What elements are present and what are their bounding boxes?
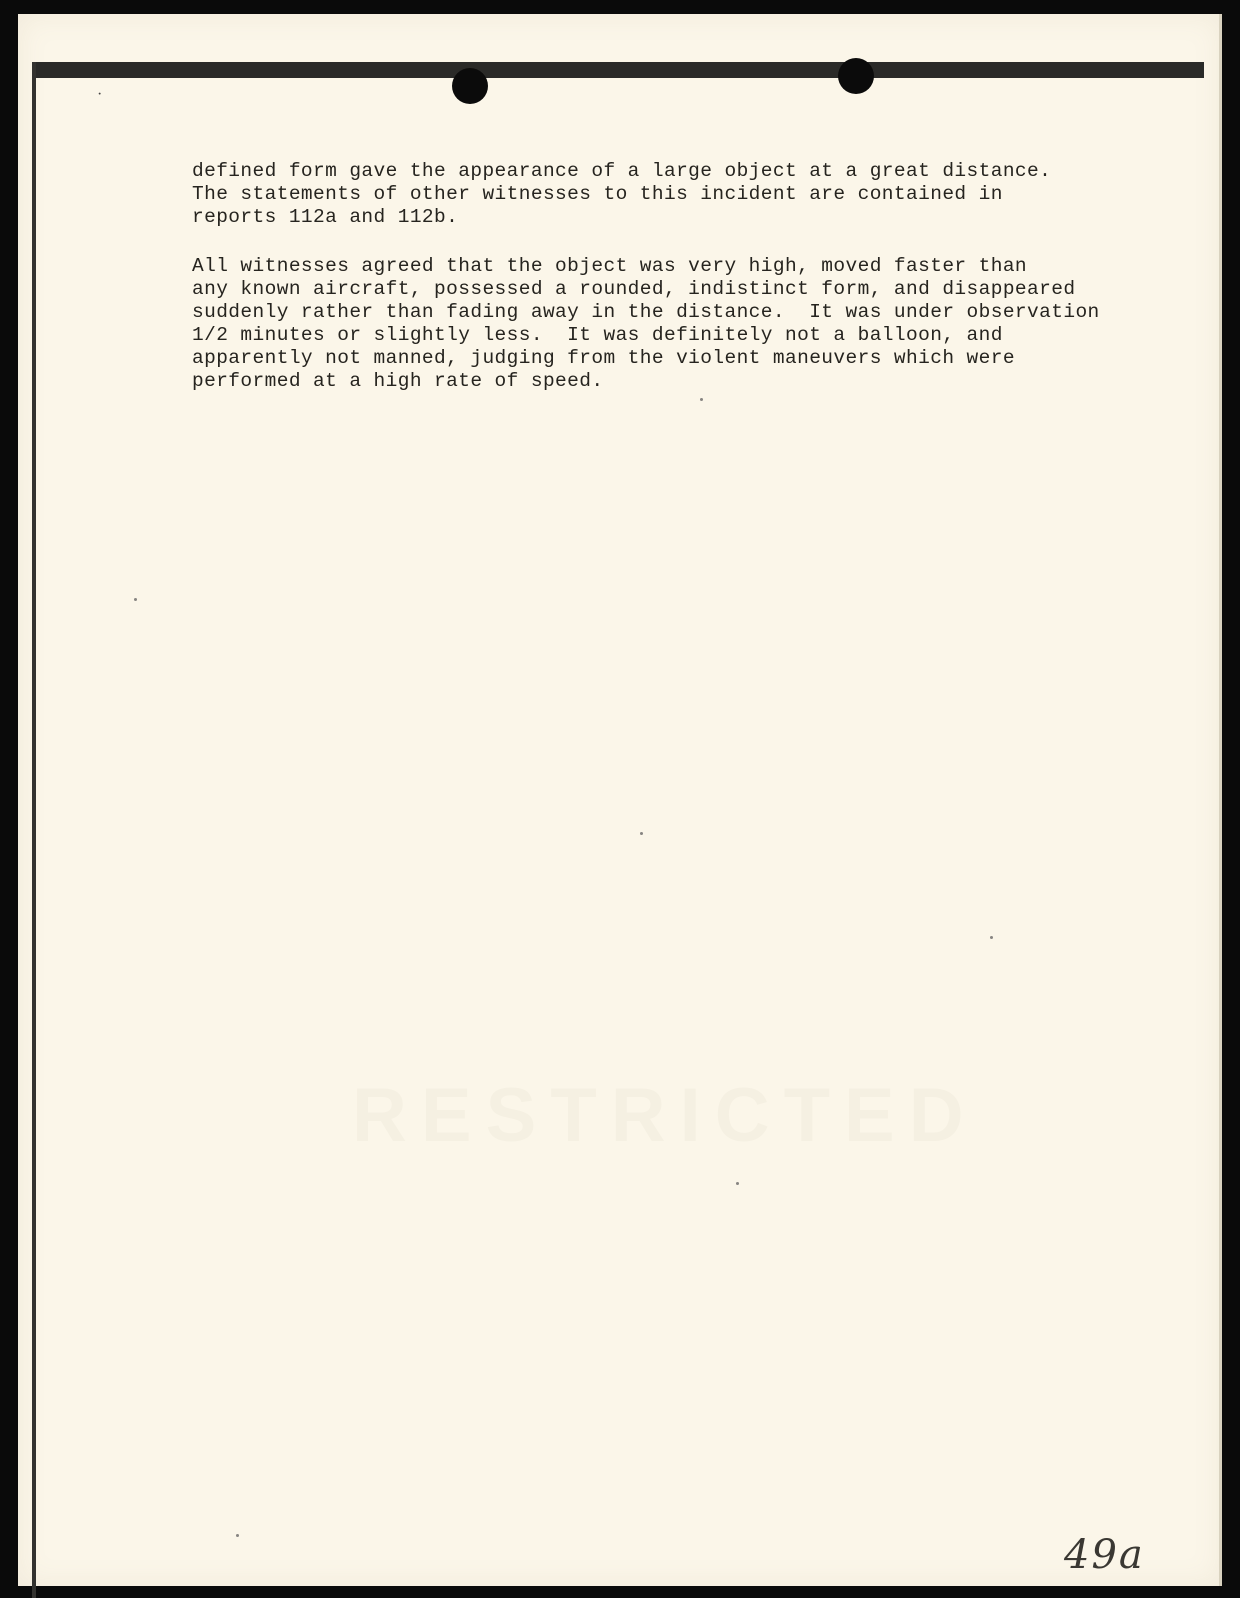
text-line: any known aircraft, possessed a rounded, indistinct form, and disappeared (192, 278, 1076, 300)
paper-speck (134, 598, 137, 601)
text-line: apparently not manned, judging from the violent maneuvers which were (192, 347, 1015, 369)
paper-speck (990, 936, 993, 939)
paper-edge (1219, 14, 1222, 1586)
binder-clip-bar (32, 62, 1204, 78)
text-line: defined form gave the appearance of a large object at a great distance. (192, 160, 1052, 182)
punch-hole-left (452, 68, 488, 104)
text-line: reports 112a and 112b. (192, 206, 459, 228)
punch-hole-right (838, 58, 874, 94)
paper-speck (736, 1182, 739, 1185)
paper-speck (640, 832, 643, 835)
paper-speck (236, 1534, 239, 1537)
text-line: performed at a high rate of speed. (192, 370, 604, 392)
margin-mark: · (97, 86, 103, 103)
paragraph (192, 255, 1112, 393)
page-left-border (32, 62, 36, 1598)
text-line: 1/2 minutes or slightly less. It was definitely not a balloon, and (192, 324, 1003, 346)
faded-classification-stamp (352, 1072, 978, 1159)
handwritten-page-number: 49a (1064, 1532, 1145, 1578)
text-line: The statements of other witnesses to this incident are contained in (192, 183, 1003, 205)
document-body (192, 160, 1112, 419)
text-line: suddenly rather than fading away in the distance. It was under observation (192, 301, 1100, 323)
text-line: All witnesses agreed that the object was very high, moved faster than (192, 255, 1028, 277)
paragraph (192, 160, 1112, 229)
